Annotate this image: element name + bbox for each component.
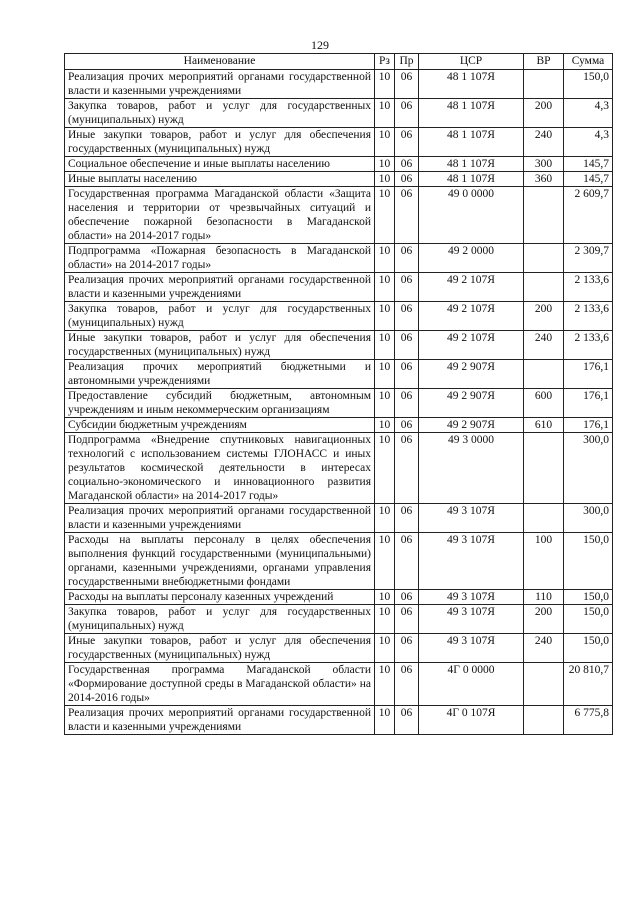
cell-name: Субсидии бюджетным учреждениям xyxy=(65,418,375,433)
cell-vr xyxy=(524,244,564,273)
cell-sum: 2 309,7 xyxy=(564,244,613,273)
cell-sum: 176,1 xyxy=(564,389,613,418)
cell-sum: 176,1 xyxy=(564,360,613,389)
cell-vr: 200 xyxy=(524,605,564,634)
cell-name: Подпрограмма «Пожарная безопасность в Магаданской области» на 2014-2017 годы» xyxy=(65,244,375,273)
cell-pr: 06 xyxy=(395,187,419,244)
cell-pr: 06 xyxy=(395,99,419,128)
cell-csr: 48 1 107Я xyxy=(419,128,524,157)
cell-csr: 4Г 0 0000 xyxy=(419,663,524,706)
cell-rz: 10 xyxy=(375,533,395,590)
cell-vr: 240 xyxy=(524,634,564,663)
cell-rz: 10 xyxy=(375,418,395,433)
cell-vr xyxy=(524,504,564,533)
cell-pr: 06 xyxy=(395,273,419,302)
table-row xyxy=(65,418,613,433)
cell-pr: 06 xyxy=(395,70,419,99)
cell-vr: 100 xyxy=(524,533,564,590)
cell-csr: 48 1 107Я xyxy=(419,157,524,172)
table-row xyxy=(65,504,613,533)
cell-pr: 06 xyxy=(395,533,419,590)
cell-name: Государственная программа Магаданской области «Защита населения и территории от чрезвычайных ситуаций и обеспечение пожарной безопасности в Магаданской области» на 2014-2017 годы» xyxy=(65,187,375,244)
cell-vr xyxy=(524,663,564,706)
table-row xyxy=(65,360,613,389)
table-row xyxy=(65,706,613,735)
table-row xyxy=(65,302,613,331)
cell-vr: 360 xyxy=(524,172,564,187)
cell-rz: 10 xyxy=(375,70,395,99)
cell-sum: 2 133,6 xyxy=(564,273,613,302)
cell-rz: 10 xyxy=(375,389,395,418)
budget-table xyxy=(64,53,613,735)
cell-pr: 06 xyxy=(395,706,419,735)
cell-sum: 6 775,8 xyxy=(564,706,613,735)
cell-rz: 10 xyxy=(375,128,395,157)
cell-name: Реализация прочих мероприятий органами государственной власти и казенными учреждениями xyxy=(65,70,375,99)
cell-pr: 06 xyxy=(395,244,419,273)
cell-name: Иные закупки товаров, работ и услуг для обеспечения государственных (муниципальных) нужд xyxy=(65,128,375,157)
cell-pr: 06 xyxy=(395,663,419,706)
cell-vr: 300 xyxy=(524,157,564,172)
cell-csr: 49 2 907Я xyxy=(419,389,524,418)
header-pr: Пр xyxy=(395,54,419,70)
cell-pr: 06 xyxy=(395,128,419,157)
cell-sum: 4,3 xyxy=(564,128,613,157)
cell-rz: 10 xyxy=(375,157,395,172)
cell-rz: 10 xyxy=(375,605,395,634)
cell-name: Расходы на выплаты персоналу в целях обеспечения выполнения функций государственными (муниципальными) органами, казенными учреждениями, органами управления государственными внебюджетными фондами xyxy=(65,533,375,590)
cell-sum: 150,0 xyxy=(564,533,613,590)
table-row xyxy=(65,331,613,360)
cell-csr: 49 2 907Я xyxy=(419,418,524,433)
cell-rz: 10 xyxy=(375,663,395,706)
cell-sum: 2 609,7 xyxy=(564,187,613,244)
header-vr: ВР xyxy=(524,54,564,70)
cell-vr: 610 xyxy=(524,418,564,433)
cell-name: Государственная программа Магаданской области «Формирование доступной среды в Магаданской области» на 2014-2016 годы» xyxy=(65,663,375,706)
cell-name: Подпрограмма «Внедрение спутниковых навигационных технологий с использованием системы ГЛОНАСС и иных результатов космической деятельности в интересах социально-экономического и инновационного развития Магаданской области» на 2014-2017 годы» xyxy=(65,433,375,504)
cell-sum: 150,0 xyxy=(564,634,613,663)
cell-vr: 240 xyxy=(524,128,564,157)
cell-csr: 49 2 107Я xyxy=(419,273,524,302)
cell-name: Социальное обеспечение и иные выплаты населению xyxy=(65,157,375,172)
cell-sum: 300,0 xyxy=(564,504,613,533)
cell-sum: 4,3 xyxy=(564,99,613,128)
cell-name: Реализация прочих мероприятий бюджетными и автономными учреждениями xyxy=(65,360,375,389)
cell-pr: 06 xyxy=(395,605,419,634)
cell-csr: 48 1 107Я xyxy=(419,172,524,187)
cell-rz: 10 xyxy=(375,187,395,244)
cell-vr xyxy=(524,70,564,99)
cell-sum: 145,7 xyxy=(564,157,613,172)
cell-name: Иные закупки товаров, работ и услуг для обеспечения государственных (муниципальных) нужд xyxy=(65,634,375,663)
cell-sum: 2 133,6 xyxy=(564,331,613,360)
cell-pr: 06 xyxy=(395,504,419,533)
cell-rz: 10 xyxy=(375,302,395,331)
cell-pr: 06 xyxy=(395,331,419,360)
header-name: Наименование xyxy=(65,54,375,70)
cell-pr: 06 xyxy=(395,157,419,172)
table-row xyxy=(65,663,613,706)
cell-vr xyxy=(524,187,564,244)
cell-vr: 200 xyxy=(524,99,564,128)
cell-csr: 49 3 107Я xyxy=(419,590,524,605)
table-row xyxy=(65,157,613,172)
cell-pr: 06 xyxy=(395,172,419,187)
cell-vr xyxy=(524,433,564,504)
cell-sum: 150,0 xyxy=(564,70,613,99)
table-row xyxy=(65,273,613,302)
cell-pr: 06 xyxy=(395,634,419,663)
cell-pr: 06 xyxy=(395,302,419,331)
cell-sum: 2 133,6 xyxy=(564,302,613,331)
table-row xyxy=(65,389,613,418)
cell-csr: 49 2 907Я xyxy=(419,360,524,389)
cell-csr: 49 3 107Я xyxy=(419,504,524,533)
cell-csr: 48 1 107Я xyxy=(419,99,524,128)
table-row xyxy=(65,590,613,605)
cell-name: Реализация прочих мероприятий органами государственной власти и казенными учреждениями xyxy=(65,273,375,302)
table-body xyxy=(65,70,613,735)
table-row xyxy=(65,99,613,128)
cell-name: Иные закупки товаров, работ и услуг для обеспечения государственных (муниципальных) нужд xyxy=(65,331,375,360)
cell-csr: 4Г 0 107Я xyxy=(419,706,524,735)
cell-vr xyxy=(524,706,564,735)
cell-pr: 06 xyxy=(395,590,419,605)
cell-name: Закупка товаров, работ и услуг для государственных (муниципальных) нужд xyxy=(65,99,375,128)
cell-rz: 10 xyxy=(375,99,395,128)
table-row xyxy=(65,605,613,634)
cell-rz: 10 xyxy=(375,360,395,389)
cell-pr: 06 xyxy=(395,418,419,433)
header-sum: Сумма xyxy=(564,54,613,70)
cell-sum: 300,0 xyxy=(564,433,613,504)
cell-rz: 10 xyxy=(375,504,395,533)
cell-rz: 10 xyxy=(375,433,395,504)
cell-csr: 49 3 107Я xyxy=(419,634,524,663)
cell-sum: 150,0 xyxy=(564,605,613,634)
cell-csr: 49 3 107Я xyxy=(419,605,524,634)
cell-sum: 145,7 xyxy=(564,172,613,187)
cell-vr xyxy=(524,273,564,302)
cell-vr: 110 xyxy=(524,590,564,605)
table-row xyxy=(65,70,613,99)
cell-csr: 49 2 0000 xyxy=(419,244,524,273)
cell-pr: 06 xyxy=(395,389,419,418)
header-row xyxy=(65,54,613,70)
cell-csr: 49 3 107Я xyxy=(419,533,524,590)
cell-rz: 10 xyxy=(375,172,395,187)
cell-name: Расходы на выплаты персоналу казенных учреждений xyxy=(65,590,375,605)
table-row xyxy=(65,172,613,187)
cell-csr: 49 2 107Я xyxy=(419,302,524,331)
cell-csr: 48 1 107Я xyxy=(419,70,524,99)
cell-csr: 49 3 0000 xyxy=(419,433,524,504)
cell-vr: 200 xyxy=(524,302,564,331)
cell-name: Реализация прочих мероприятий органами государственной власти и казенными учреждениями xyxy=(65,706,375,735)
cell-name: Предоставление субсидий бюджетным, автономным учреждениям и иным некоммерческим организациям xyxy=(65,389,375,418)
cell-sum: 20 810,7 xyxy=(564,663,613,706)
cell-rz: 10 xyxy=(375,590,395,605)
cell-rz: 10 xyxy=(375,331,395,360)
cell-pr: 06 xyxy=(395,360,419,389)
cell-vr: 240 xyxy=(524,331,564,360)
table-row xyxy=(65,634,613,663)
table-row xyxy=(65,244,613,273)
cell-vr: 600 xyxy=(524,389,564,418)
cell-name: Закупка товаров, работ и услуг для государственных (муниципальных) нужд xyxy=(65,302,375,331)
cell-sum: 176,1 xyxy=(564,418,613,433)
page-number: 129 xyxy=(311,38,329,52)
table-row xyxy=(65,533,613,590)
table-row xyxy=(65,187,613,244)
cell-name: Иные выплаты населению xyxy=(65,172,375,187)
cell-rz: 10 xyxy=(375,634,395,663)
cell-csr: 49 0 0000 xyxy=(419,187,524,244)
cell-vr xyxy=(524,360,564,389)
cell-rz: 10 xyxy=(375,273,395,302)
table-row xyxy=(65,433,613,504)
cell-rz: 10 xyxy=(375,244,395,273)
header-csr: ЦСР xyxy=(419,54,524,70)
table-row xyxy=(65,128,613,157)
cell-pr: 06 xyxy=(395,433,419,504)
header-rz: Рз xyxy=(375,54,395,70)
cell-sum: 150,0 xyxy=(564,590,613,605)
cell-rz: 10 xyxy=(375,706,395,735)
cell-name: Реализация прочих мероприятий органами государственной власти и казенными учреждениями xyxy=(65,504,375,533)
cell-csr: 49 2 107Я xyxy=(419,331,524,360)
cell-name: Закупка товаров, работ и услуг для государственных (муниципальных) нужд xyxy=(65,605,375,634)
